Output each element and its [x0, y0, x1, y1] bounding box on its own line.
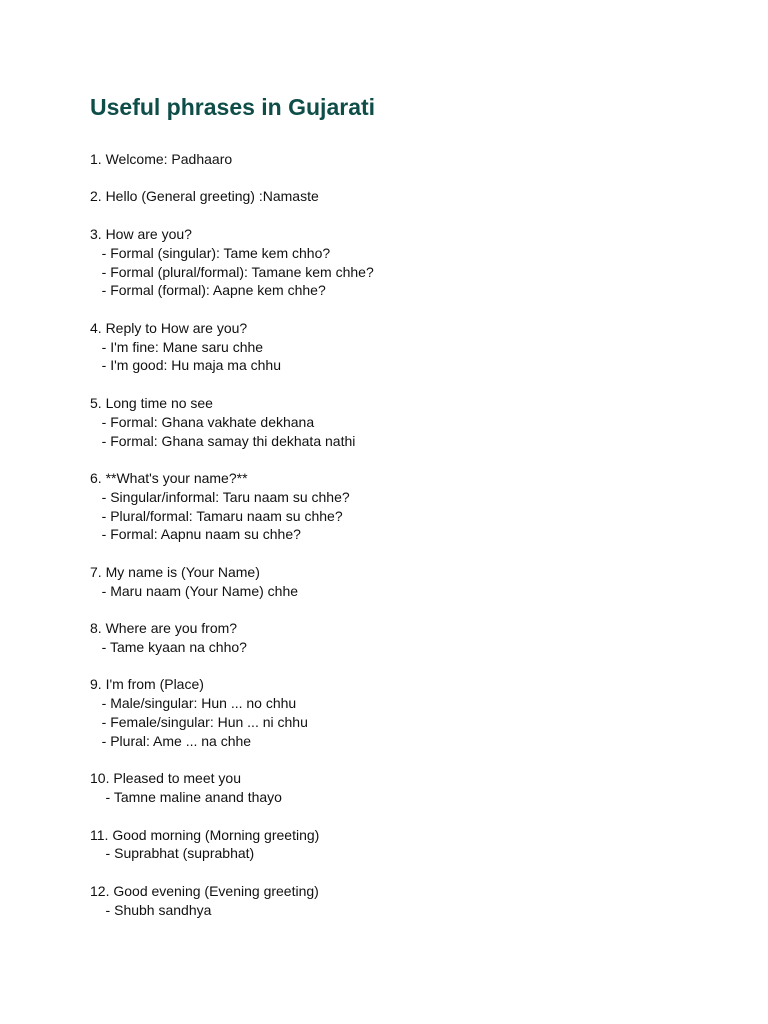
phrase-line: - Maru naam (Your Name) chhe: [90, 582, 299, 599]
phrase-line: - Suprabhat (suprabhat): [90, 845, 255, 862]
phrase-line: - Formal: Aapnu naam su chhe?: [90, 526, 301, 543]
phrase-line: - Female/singular: Hun ... ni chhu: [90, 714, 308, 731]
phrase-line: 9. I'm from (Place): [90, 676, 204, 693]
phrase-line: - Formal (singular): Tame kem chho?: [90, 244, 331, 261]
list-item: [90, 826, 730, 864]
list-item: [90, 882, 730, 920]
phrase-line: 4. Reply to How are you?: [90, 319, 248, 336]
phrase-line: 6. **What's your name?**: [90, 470, 248, 486]
phrase-line: 10. Pleased to meet you: [90, 770, 241, 787]
phrase-list: [90, 150, 730, 919]
list-item: [90, 563, 730, 601]
phrase-line: - Shubh sandhya: [90, 901, 212, 918]
phrase-line: - Tamne maline anand thayo: [90, 789, 282, 806]
phrase-line: - Formal: Ghana samay thi dekhata nathi: [90, 432, 356, 449]
list-item: [90, 187, 730, 206]
phrase-line: - Plural/formal: Tamaru naam su chhe?: [90, 507, 343, 524]
phrase-line: 12. Good evening (Evening greeting): [90, 882, 319, 899]
list-item: [90, 394, 730, 450]
list-item: [90, 319, 730, 375]
phrase-line: 11. Good morning (Morning greeting): [90, 826, 320, 843]
phrase-line: 1. Welcome: Padhaaro: [90, 151, 233, 167]
list-item: [90, 225, 730, 300]
phrase-line: - Formal (plural/formal): Tamane kem chhe?: [90, 263, 374, 280]
phrase-line: - Formal (formal): Aapne kem chhe?: [90, 282, 326, 299]
list-item: [90, 150, 730, 169]
phrase-line: - Male/singular: Hun ... no chhu: [90, 695, 297, 712]
phrase-line: 2. Hello (General greeting) :Namaste: [90, 188, 319, 205]
list-item: [90, 675, 730, 750]
list-item: [90, 469, 730, 544]
phrase-line: 3. How are you?: [90, 225, 192, 242]
phrase-line: - I'm fine: Mane saru chhe: [90, 338, 264, 355]
phrase-line: - Tame kyaan na chho?: [90, 638, 247, 655]
phrase-line: 5. Long time no see: [90, 394, 213, 411]
list-item: [90, 619, 730, 657]
phrase-line: - Formal: Ghana vakhate dekhana: [90, 413, 315, 430]
document-page: [90, 92, 730, 938]
phrase-line: - I'm good: Hu maja ma chhu: [90, 357, 281, 374]
list-item: [90, 769, 730, 807]
phrase-line: 7. My name is (Your Name): [90, 563, 260, 580]
page-title: Useful phrases in Gujarati: [90, 94, 376, 120]
phrase-line: 8. Where are you from?: [90, 620, 238, 637]
phrase-line: - Singular/informal: Taru naam su chhe?: [90, 488, 350, 505]
phrase-line: - Plural: Ame ... na chhe: [90, 732, 252, 749]
